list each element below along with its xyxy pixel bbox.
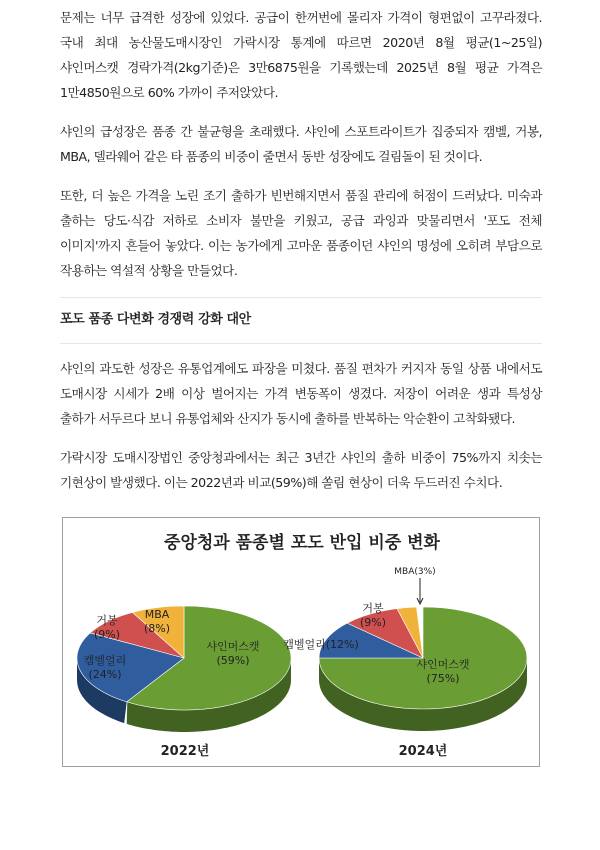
pie-chart-figure (62, 517, 540, 767)
chart-title: 중앙청과 품종별 포도 반입 비중 변화 (164, 533, 440, 553)
slice-label: 샤인머스캣 (206, 640, 260, 653)
slice-label: 거봉 (96, 614, 118, 627)
arrow-icon (417, 578, 423, 604)
slice-percent: (9%) (359, 616, 387, 629)
slice-label: 캠벨얼리 (83, 654, 127, 667)
subheading: 포도 품종 다변화 경쟁력 강화 대안 (60, 312, 251, 327)
slice-percent: (75%) (426, 672, 460, 685)
slice-label: 거봉 (362, 602, 384, 615)
slice-label: 캠벨얼리(12%) (283, 638, 359, 651)
pie-chart (63, 518, 541, 768)
paragraph-5: 가락시장 도매시장법인 중앙청과에서는 최근 3년간 샤인의 출하 비중이 75%까지 치솟는 기현상이 발생했다. 이는 2022년과 비교(59%)해 쏠림 현상이 더욱 두드러진 수치다. (60, 450, 542, 490)
paragraph-1: 문제는 너무 급격한 성장에 있었다. 공급이 한꺼번에 몰리자 가격이 형편없이 고꾸라졌다. 국내 최대 농산물도매시장인 가락시장 통계에 따르면 2020년 8월 평균(1~25일) 샤인머스캣 경락가격(2kg기준)은 3만6875원을 기록했는데 2025년 8월 평균 가격은 1만4850원으로 60% 가까이 주저앉았다. (60, 10, 542, 100)
paragraph-4: 샤인의 과도한 성장은 유통업계에도 파장을 미쳤다. 품질 편차가 커지자 동일 상품 내에서도 도매시장 시세가 2배 이상 벌어지는 가격 변동폭이 생겼다. 저장이 어려운 생과 특성상 출하가 서두르다 보니 유통업체와 산지가 동시에 출하를 반복하는 악순환이 고착화됐다. (60, 361, 542, 426)
slice-percent: (9%) (93, 628, 121, 641)
slice-percent: (59%) (216, 654, 250, 667)
paragraph-2: 샤인의 급성장은 품종 간 불균형을 초래했다. 샤인에 스포트라이트가 집중되자 캠벨, 거봉, MBA, 델라웨어 같은 타 품종의 비중이 줄면서 동반 성장에도 걸림돌이 된 것이다. (60, 124, 542, 164)
slice-label: MBA (144, 608, 170, 621)
slice-label: MBA(3%) (394, 567, 436, 577)
slice-percent: (8%) (143, 622, 171, 635)
slice-label: 샤인머스캣 (416, 658, 470, 671)
slice-percent: (24%) (88, 668, 122, 681)
paragraph-3: 또한, 더 높은 가격을 노린 조기 출하가 빈번해지면서 품질 관리에 허점이 드러났다. 미숙과 출하는 당도·식감 저하로 소비자 불만을 키웠고, 공급 과잉과 맞물리면서 '포도 전체 이미지'까지 흔들어 놓았다. 이는 농가에게 고마운 품종이던 샤인의 명성에 오히려 부담으로 작용하는 역설적 상황을 만들었다. (60, 188, 542, 278)
pie-label-2024: 2024년 (398, 744, 448, 759)
pie-label-2022: 2022년 (160, 744, 210, 759)
divider (60, 343, 542, 344)
